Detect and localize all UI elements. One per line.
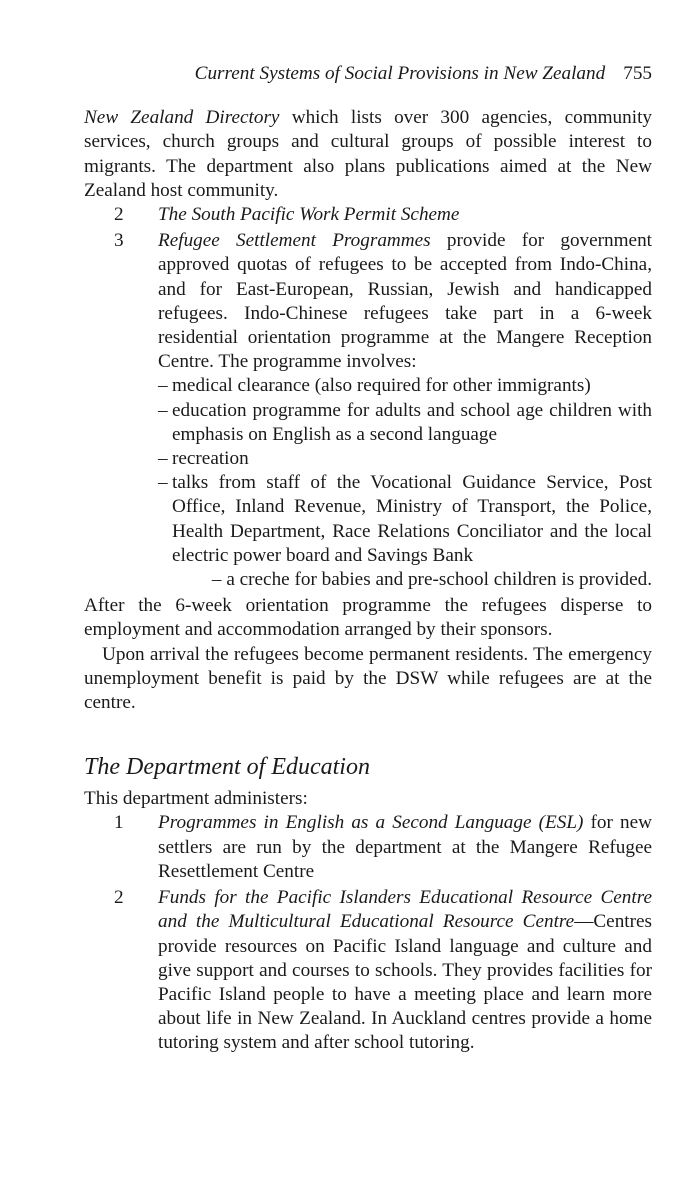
intro-italic: New Zealand Directory <box>84 107 280 129</box>
list-item-body <box>158 203 652 227</box>
list-item-text: for new settlers are run by the department at the Mangere Refugee Resettlement Centre <box>158 812 652 882</box>
list-item-title: The South Pacific Work Permit Scheme <box>158 204 460 226</box>
programme-item-text: talks from staff of the Vocational Guidance Service, Post Office, Inland Revenue, Ministry of Transport, the Police, Health Department, Race Relations Conciliator and the local electric power board and Savings Bank <box>172 472 652 566</box>
book-page <box>84 62 652 1058</box>
education-list <box>84 811 652 1055</box>
section-heading: The Department of Education <box>84 754 370 781</box>
orientation-paragraph: After the 6-week orientation programme the refugees disperse to employment and accommodation arranged by their sponsors. <box>84 595 652 641</box>
immigration-list <box>84 203 652 592</box>
list-item-text: —Centres provide resources on Pacific Island language and culture and give support and courses to schools. They provides facilities for Pacific Island people to have a meeting place and learn more about life in New Zealand. In Auckland centres provide a home tutoring system and after school tutoring. <box>158 911 652 1054</box>
intro-paragraph <box>84 106 652 203</box>
programme-item-text: education programme for adults and school age children with emphasis on English as a second language <box>172 399 652 445</box>
programme-item-last: – a creche for babies and pre-school children is provided. <box>211 569 652 591</box>
programme-item: – recreation <box>158 447 652 471</box>
list-item <box>112 886 652 1055</box>
list-item-title: Programmes in English as a Second Language (ESL) <box>158 812 584 834</box>
programme-item-text: medical clearance (also required for other immigrants) <box>172 375 591 397</box>
list-item-body <box>158 229 652 592</box>
section-lead: This department administers: <box>84 788 308 810</box>
list-item-title: Refugee Settlement Programmes <box>158 230 431 252</box>
programme-item: – medical clearance (also required for other immigrants) <box>158 374 652 398</box>
programme-item: – education programme for adults and school age children with emphasis on English as a second language <box>158 399 652 447</box>
list-item <box>112 811 652 884</box>
arrival-paragraph: Upon arrival the refugees become permanent residents. The emergency unemployment benefit is paid by the DSW while refugees are at the centre. <box>84 643 652 714</box>
intro-text: which lists over 300 agencies, community services, church groups and cultural groups of possible interest to migrants. The department also plans publications aimed at the New Zealand host community. <box>84 107 652 201</box>
programme-list <box>158 374 652 592</box>
list-item <box>112 203 652 227</box>
programme-item-text: recreation <box>172 448 249 470</box>
list-item-title: Funds for the Pacific Islanders Educational Resource Centre and the Multicultural Educational Resource Centre <box>158 887 652 933</box>
list-item-number: 2 <box>114 204 124 226</box>
list-item-number: 2 <box>114 887 124 909</box>
list-item <box>112 229 652 592</box>
programme-item: – talks from staff of the Vocational Guidance Service, Post Office, Inland Revenue, Ministry of Transport, the Police, Health Department, Race Relations Conciliator and the local electric power board and Savings Bank <box>158 471 652 568</box>
running-head-title: Current Systems of Social Provisions in New Zealand <box>194 63 606 84</box>
list-item-number: 3 <box>114 230 124 252</box>
list-item-number: 1 <box>114 812 124 834</box>
page-number: 755 <box>623 63 652 84</box>
list-item-body <box>158 886 652 1055</box>
running-head <box>84 62 652 86</box>
list-item-text: provide for government approved quotas of refugees to be accepted from Indo-China, and for East-European, Russian, Jewish and handicapped refugees. Indo-Chinese refugees take part in a 6-week residential orientation programme at the Mangere Reception Centre. The programme involves: <box>158 230 652 373</box>
list-item-body <box>158 811 652 884</box>
